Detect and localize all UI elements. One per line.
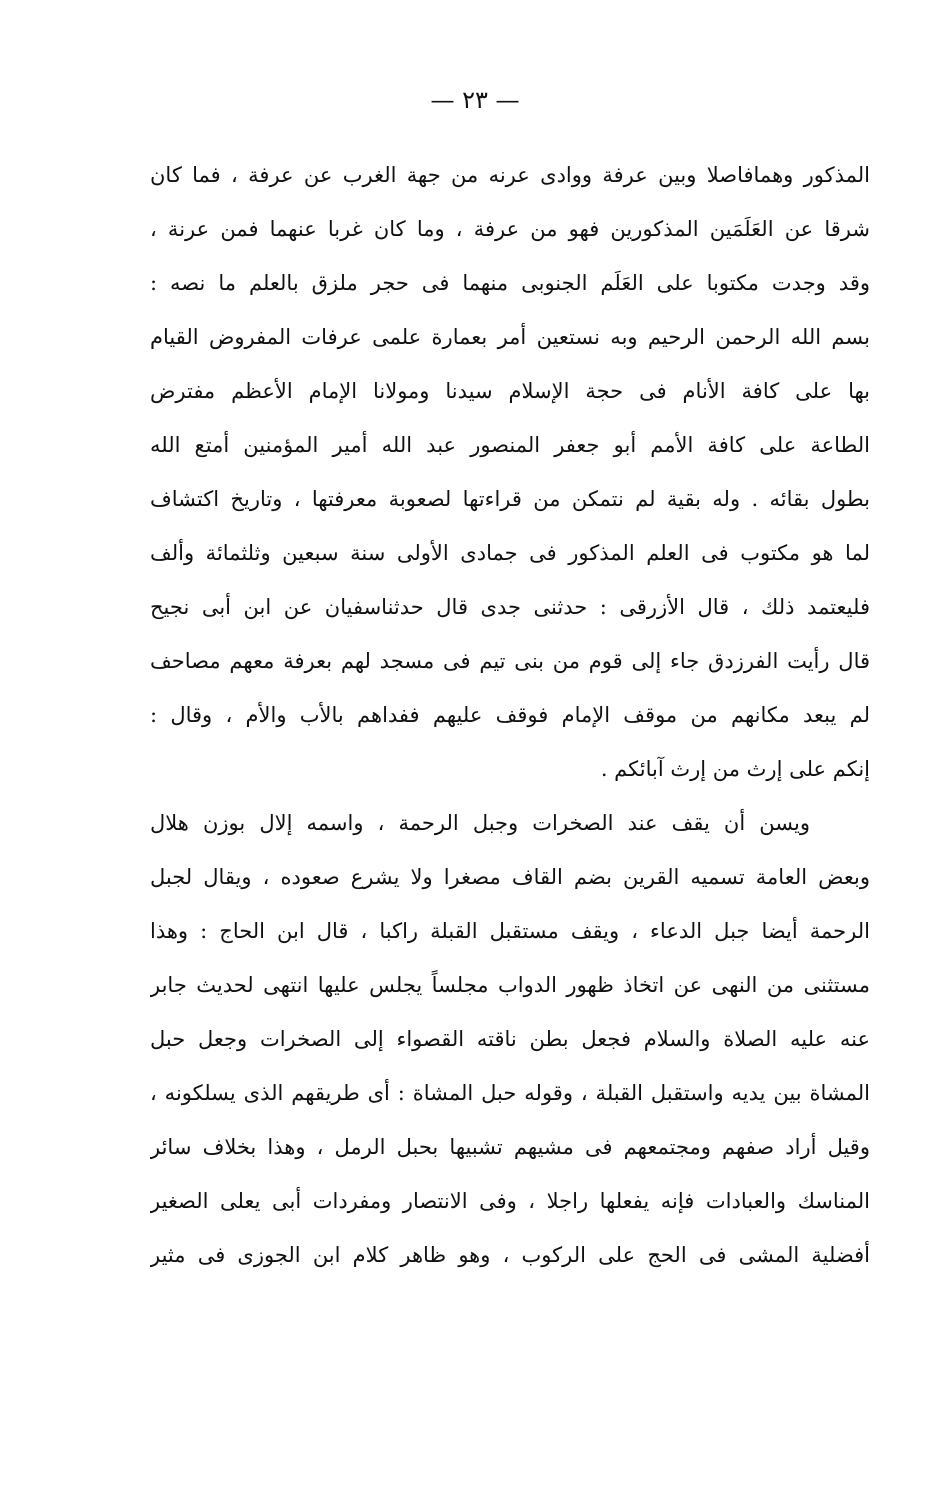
page-number: — ٢٣ — [430, 86, 520, 114]
body-text [150, 148, 870, 1282]
text-line: وقيل أراد صفهم ومجتمعهم فى مشيهم تشبيها بحبل الرمل ، وهذا بخلاف سائر [150, 1135, 870, 1159]
text-line: المذكور وهمافاصلا وبين عرفة ووادى عرنه من جهة الغرب عن عرفة ، فما كان [150, 163, 870, 187]
text-line: لما هو مكتوب فى العلم المذكور فى جمادى الأولى سنة سبعين وثلثمائة وألف [150, 541, 870, 565]
text-line: الطاعة على كافة الأمم أبو جعفر المنصور عبد الله أمير المؤمنين أمتع الله [150, 433, 870, 457]
text-line: المشاة بين يديه واستقبل القبلة ، وقوله حبل المشاة : أى طريقهم الذى يسلكونه ، [150, 1081, 870, 1105]
text-line: المناسك والعبادات فإنه يفعلها راجلا ، وفى الانتصار ومفردات أبى يعلى الصغير [150, 1189, 870, 1213]
text-line: فليعتمد ذلك ، قال الأزرقى : حدثنى جدى قال حدثناسفيان عن ابن أبى نجيح [150, 595, 870, 619]
text-line: شرقا عن العَلَمَين المذكورين فهو من عرفة ، وما كان غربا عنهما فمن عرنة ، [150, 217, 870, 241]
paragraph-end-line: إنكم على إرث من إرث آبائكم . [600, 757, 870, 781]
text-line: بسم الله الرحمن الرحيم وبه نستعين أمر بعمارة علمى عرفات المفروض القيام [150, 325, 870, 349]
text-line: وبعض العامة تسميه القرين بضم القاف مصغرا ولا يشرع صعوده ، ويقال لجبل [150, 865, 870, 889]
text-line: أفضلية المشى فى الحج على الركوب ، وهو ظاهر كلام ابن الجوزى فى مثير [150, 1243, 870, 1267]
text-line: قال رأيت الفرزدق جاء إلى قوم من بنى تيم فى مسجد لهم بعرفة معهم مصاحف [150, 649, 870, 673]
text-line: بها على كافة الأنام فى حجة الإسلام سيدنا ومولانا الإمام الأعظم مفترض [150, 379, 870, 403]
text-line: وقد وجدت مكتوبا على العَلَم الجنوبى منهما فى حجر ملزق بالعلم ما نصه : [150, 271, 870, 295]
text-line: الرحمة أيضا جبل الدعاء ، ويقف مستقبل القبلة راكبا ، قال ابن الحاج : وهذا [150, 919, 870, 943]
text-line: مستثنى من النهى عن اتخاذ ظهور الدواب مجلساً يجلس عليها انتهى لحديث جابر [150, 973, 870, 997]
text-line: بطول بقائه . وله بقية لم نتمكن من قراءتها لصعوبة معرفتها ، وتاريخ اكتشاف [150, 487, 870, 511]
text-line: عنه عليه الصلاة والسلام فجعل بطن ناقته القصواء إلى الصخرات وجعل حبل [150, 1027, 870, 1051]
paragraph-start-line: ويسن أن يقف عند الصخرات وجبل الرحمة ، واسمه إلال بوزن هلال [150, 811, 810, 835]
text-line: لم يبعد مكانهم من موقف الإمام فوقف عليهم ففداهم بالأب والأم ، وقال : [150, 703, 870, 727]
